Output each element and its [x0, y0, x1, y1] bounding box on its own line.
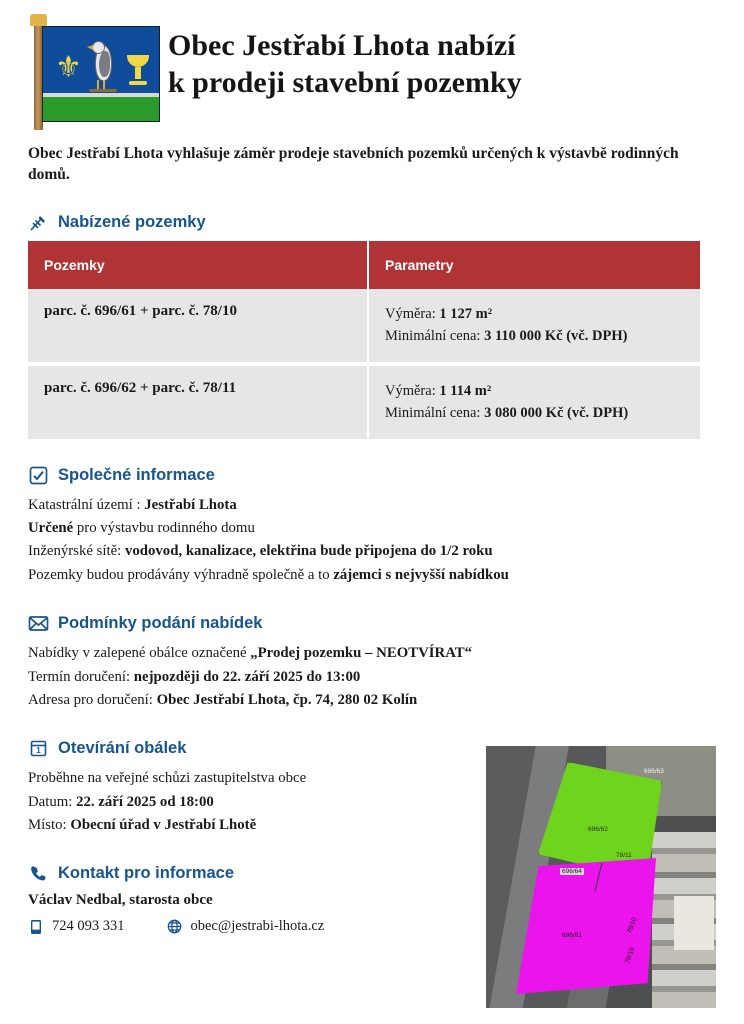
- poster-header: [0, 0, 744, 130]
- common-info-lines: [28, 494, 716, 588]
- line-plain: Datum:: [28, 793, 77, 810]
- column-header-plots: Pozemky: [28, 241, 368, 289]
- line-plain: Termín doručení:: [28, 668, 134, 685]
- table-row: [28, 364, 700, 439]
- common-info-title: Společné informace: [58, 465, 215, 484]
- map-label-78-10: 78/10: [626, 916, 639, 935]
- globe-icon: [167, 919, 183, 935]
- line-plain: Nabídky v zalepené obálce označené: [28, 645, 251, 662]
- line-tail: pro výstavbu rodinného domu: [73, 520, 255, 537]
- map-building-white: [674, 896, 714, 950]
- area-value: 1 127 m²: [439, 305, 493, 322]
- line-plain: Katastrální území :: [28, 496, 145, 513]
- info-line: [28, 689, 716, 712]
- bid-conditions-section: [28, 613, 716, 712]
- column-header-parameters: Parametry: [368, 241, 700, 289]
- calendar-icon: [28, 738, 49, 759]
- info-line: [28, 494, 716, 517]
- page-title-line-2: k prodeji stavební pozemky: [168, 65, 522, 99]
- cell-parcel: parc. č. 696/62 + parc. č. 78/11: [28, 364, 368, 439]
- bid-conditions-heading: [28, 613, 716, 634]
- line-bold: zájemci s nejvyšší nabídkou: [333, 566, 509, 583]
- envelope-icon: [28, 613, 49, 634]
- flag-pole-finial-icon: [30, 14, 47, 26]
- map-label-696-62: 696/62: [588, 826, 608, 833]
- line-plain: Adresa pro doručení:: [28, 691, 157, 708]
- area-label: Výměra:: [385, 382, 440, 399]
- price-value: 3 110 000 Kč (vč. DPH): [484, 328, 628, 345]
- contact-phone[interactable]: 724 093 331: [52, 918, 125, 935]
- price-label: Minimální cena:: [385, 328, 485, 345]
- info-line: [28, 517, 716, 540]
- line-bold: nejpozději do 22. září 2025 do 13:00: [133, 668, 361, 685]
- fleur-de-lis-icon: ⚜: [55, 51, 82, 84]
- bid-conditions-lines: [28, 642, 716, 712]
- line-bold: Obecní úřad v Jestřabí Lhotě: [70, 817, 257, 834]
- chalice-icon: [127, 55, 149, 85]
- common-info-heading: [28, 465, 716, 486]
- line-plain: Proběhne na veřejné schůzi zastupitelstva obce: [28, 770, 307, 787]
- phone-icon: [28, 863, 49, 884]
- map-label-78-11: 78/11: [616, 852, 632, 859]
- cell-parameters: [368, 289, 700, 364]
- area-line: [385, 303, 684, 325]
- price-label: Minimální cena:: [385, 405, 485, 422]
- line-bold: „Prodej pozemku – NEOTVÍRAT“: [250, 645, 473, 662]
- area-line: [385, 380, 684, 402]
- line-plain: Pozemky budou prodávány výhradně společně a to: [28, 566, 334, 583]
- line-bold: Určené: [28, 520, 74, 537]
- price-line: [385, 402, 684, 424]
- contact-title: Kontakt pro informace: [58, 864, 235, 883]
- contact-email[interactable]: obec@jestrabi-lhota.cz: [190, 918, 325, 935]
- area-label: Výměra:: [385, 305, 440, 322]
- svg-text:1: 1: [36, 746, 41, 756]
- flag-body-icon: [42, 26, 160, 122]
- aerial-map-of-plots[interactable]: [486, 746, 716, 1008]
- price-line: [385, 325, 684, 347]
- envelope-opening-title: Otevírání obálek: [58, 739, 187, 758]
- info-line: [28, 564, 716, 587]
- line-plain: Místo:: [28, 817, 71, 834]
- common-info-section: [28, 465, 716, 588]
- ruler-pencil-icon: [28, 212, 49, 233]
- line-plain: Inženýrské sítě:: [28, 543, 125, 560]
- map-label-696-64: 696/64: [562, 868, 582, 875]
- table-row: [28, 289, 700, 364]
- line-bold: 22. září 2025 od 18:00: [76, 793, 214, 810]
- offer-table: [28, 241, 700, 439]
- mobile-phone-icon: [28, 919, 44, 935]
- contact-person-name: Václav Nedbal, starosta obce: [28, 892, 213, 909]
- check-box-icon: [28, 465, 49, 486]
- info-line: [28, 666, 716, 689]
- municipal-flag: [28, 14, 168, 130]
- page-title: [168, 14, 716, 101]
- info-line: [28, 540, 716, 563]
- bid-conditions-title: Podmínky podání nabídek: [58, 614, 263, 633]
- price-value: 3 080 000 Kč (vč. DPH): [484, 405, 629, 422]
- intro-paragraph: Obec Jestřabí Lhota vyhlašuje záměr prodeje stavebních pozemků určených k výstavbě rodinných domů.: [28, 145, 679, 183]
- map-label-78-10-secondary: 78/10: [624, 946, 637, 965]
- line-bold: Obec Jestřabí Lhota, čp. 74, 280 02 Kolín: [156, 691, 418, 708]
- hawk-icon: [89, 41, 119, 97]
- area-value: 1 114 m²: [439, 382, 492, 399]
- offer-section-title: Nabízené pozemky: [58, 212, 206, 231]
- cell-parameters: [368, 364, 700, 439]
- line-bold: vodovod, kanalizace, elektřina bude připojena do 1/2 roku: [124, 543, 493, 560]
- offer-section: [28, 212, 716, 439]
- cell-parcel: parc. č. 696/61 + parc. č. 78/10: [28, 289, 368, 364]
- line-bold: Jestřabí Lhota: [144, 496, 237, 513]
- info-line: [28, 642, 716, 665]
- map-label-696-61: 696/61: [562, 932, 582, 939]
- offer-section-heading: [28, 212, 716, 233]
- page-title-line-1: Obec Jestřabí Lhota nabízí: [168, 29, 516, 62]
- map-label-696-63: 696/63: [644, 768, 664, 775]
- table-header-row: [28, 241, 700, 289]
